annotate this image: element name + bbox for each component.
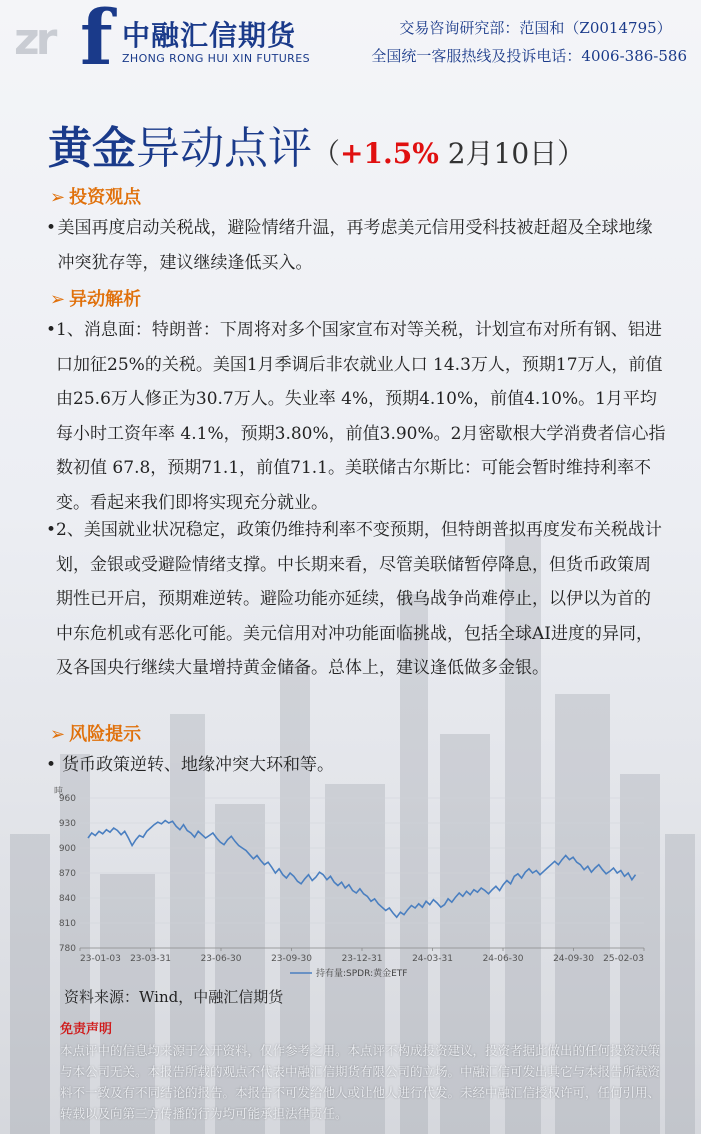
analysis-text-1: 1、消息面：特朗普：下周将对多个国家宣布对等关税，计划宣布对所有钢、铝进口加征25%的关税。美国1月季调后非农就业人口 14.3万人，预期17万人，前值由25.6万人修正为30.7万人。失业率 4%，预期4.10%，前值4.10%。1月平均每小时工资年率 4.1%，预期3.80%，前值3.90%。2月密歇根大学消费者信心指数初值 67.8，预期71.1，前值71.1。美联储古尔斯比：可能会暂时维持利率不变。看起来我们即将实现充分就业。 [56,320,666,513]
x-tick-label: 23-03-31 [130,954,171,964]
view-text: 美国再度启动关税战，避险情绪升温，再考虑美元信用受科技被赶超及全球地缘冲突犹存等，建议继续逢低买入。 [57,218,653,273]
x-tick-label: 24-06-30 [482,954,524,964]
spdr-holdings-chart [48,784,672,980]
y-tick-label: 780 [58,944,76,954]
disclaimer-text: 本点评中的信息均来源于公开资料，仅作参考之用。本点评不构成投资建议，投资者据此做出的任何投资决策与本公司无关。本报告所载的观点不代表中融汇信期货有限公司的立场。中融汇信可发出其它与本报告所载资料不一致及有不同结论的报告。本报告不可发给他人或让他人进行代发。未经中融汇信授权许可，任何引用、转载以及向第三方传播的行为均可能承担法律责任。 [60,1043,661,1121]
y-tick-label: 960 [58,794,76,804]
y-tick-label: 930 [58,819,76,829]
title-rest: 异动点评 [136,123,312,174]
arrow-icon: ➢ [50,289,66,310]
bullet-icon: • [46,520,57,540]
logo-f-icon: f [80,0,113,82]
x-tick-label: 23-09-30 [271,954,312,964]
y-tick-label: 840 [58,894,76,904]
page-title [48,112,585,176]
y-tick-label: 810 [58,919,76,929]
legend [290,967,407,979]
title-date: 2月10日） [438,137,586,170]
y-tick-label: 900 [58,844,76,854]
legend-label: 持有量:SPDR:黄金ETF [316,969,408,979]
logo-mark: zr [14,14,54,65]
arrow-icon: ➢ [50,187,66,208]
company-name-cn: 中融汇信期货 [122,19,297,52]
section-heading-risk: ➢ 风险提示 [50,724,142,745]
company-name-en: ZHONG RONG HUI XIN FUTURES [122,52,310,65]
analysis-text-2: 2、美国就业状况稳定，政策仍维持利率不变预期，但特朗普拟再度发布关税战计划，金银或受避险情绪支撑。中长期来看，尽管美联储暂停降息，但货币政策周期性已开启，预期难逆转。避险功能亦延续，俄乌战争尚难停止，以伊以为首的中东危机或有恶化可能。美元信用对冲功能面临挑战，包括全球AI进度的异同，及各国央行继续大量增持黄金储备。总体上，建议逢低做多金银。 [56,520,662,678]
x-tick-label: 25-02-03 [603,954,644,964]
risk-paragraph [46,748,666,783]
contact-hotline: 全国统一客服热线及投诉电话：4006-386-586 [371,47,687,65]
analysis-item-2 [46,513,666,686]
y-tick-label: 870 [58,869,76,879]
bullet-icon: • [46,218,57,238]
section-heading-analysis: ➢ 异动解析 [50,289,142,310]
x-tick-label: 24-09-30 [553,954,594,964]
x-tick-label: 24-03-31 [412,954,453,964]
title-change: +1.5% [340,137,439,170]
series-line [88,821,636,918]
section-heading-view: ➢ 投资观点 [50,187,142,208]
x-tick-label: 23-01-03 [80,954,121,964]
disclaimer-title: 免责声明 [60,1022,113,1037]
title-paren-open: （ [312,137,341,170]
bullet-icon: • [46,755,57,775]
unit-label: 吨 [54,787,64,797]
bullet-icon: • [46,320,57,340]
data-source: 资料来源：Wind，中融汇信期货 [64,988,284,1006]
x-tick-label: 23-06-30 [200,954,242,964]
risk-text: 货币政策逆转、地缘冲突大环和等。 [62,755,334,775]
analysis-item-1 [46,313,666,520]
arrow-icon: ➢ [50,724,66,745]
contact-info [371,14,687,70]
report-header [0,0,701,82]
contact-analyst: 交易咨询研究部：范国和（Z0014795） [399,19,672,37]
x-tick-label: 23-12-31 [341,954,383,964]
view-paragraph [46,211,666,280]
title-gold: 黄金 [48,123,136,174]
